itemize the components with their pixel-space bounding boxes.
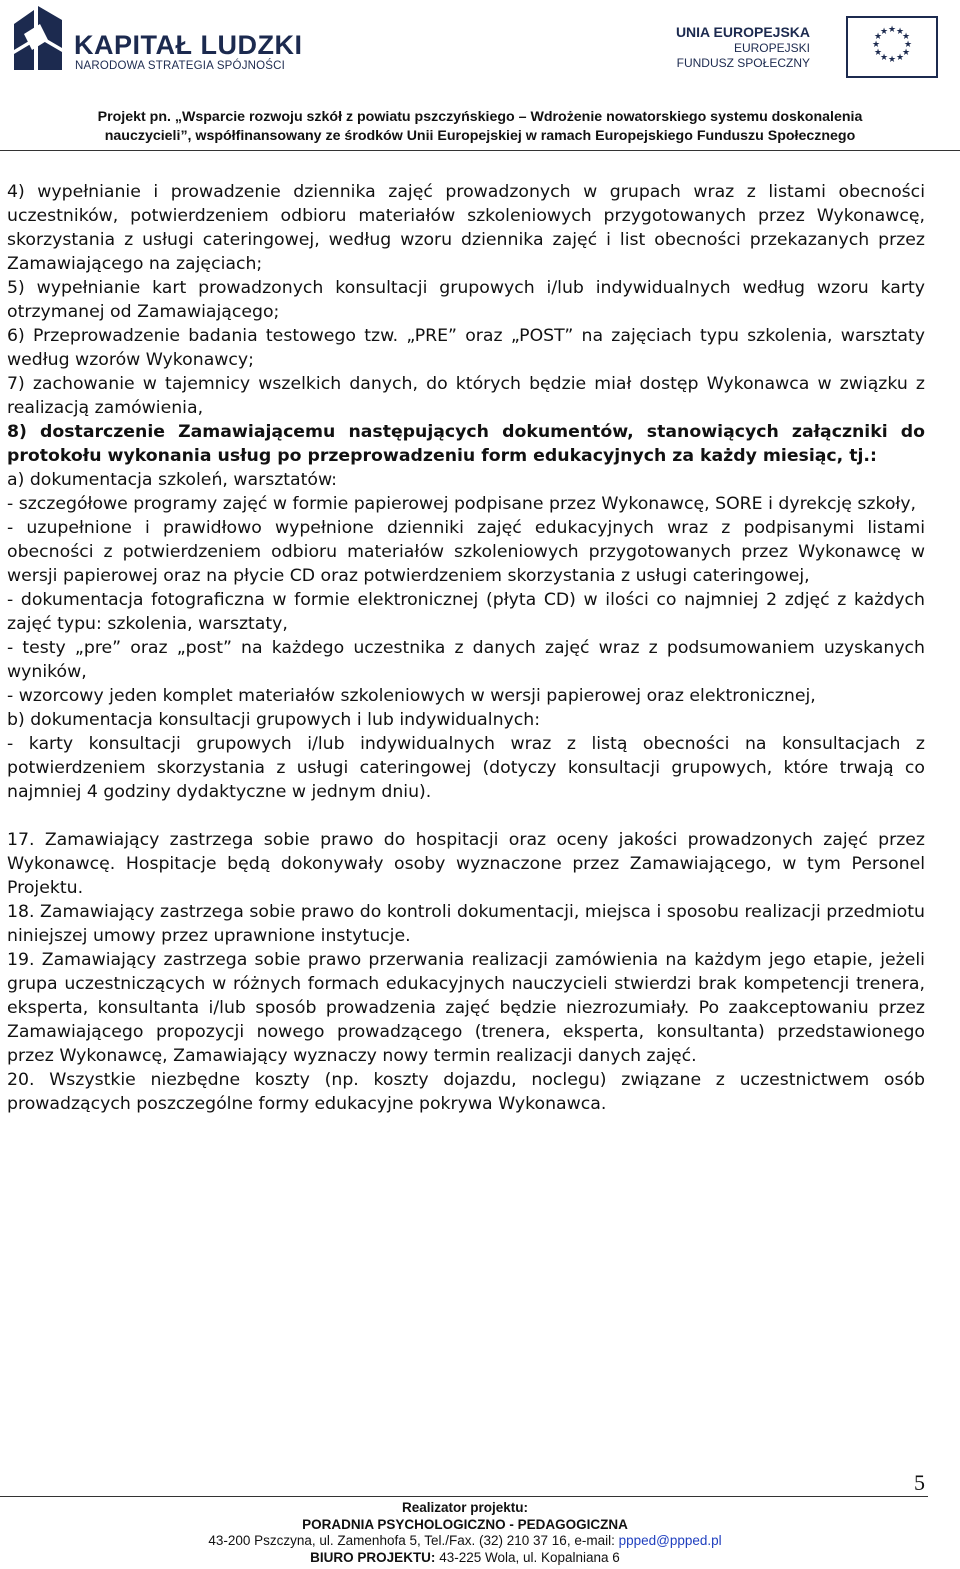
footer-address: 43-200 Pszczyna, ul. Zamenhofa 5, Tel./Fax. (32) 210 37 16, e-mail: <box>208 1533 619 1548</box>
svg-text:★: ★ <box>901 32 911 42</box>
paragraph-b-cards: - karty konsultacji grupowych i/lub indywidualnych wraz z listą obecności na konsultacjach z potwierdzeniem skorzystania z usługi cateringowej (dotyczy konsultacji grupowych, które trwają co najmniej 4 godziny dydaktyczne w jednym dniu). <box>7 734 925 802</box>
eu-line-2: EUROPEJSKI <box>733 41 810 55</box>
eu-line-1: UNIA EUROPEJSKA <box>675 24 810 40</box>
svg-text:★: ★ <box>873 48 883 58</box>
project-title-line-2: nauczycieli”, współfinansowany ze środków Unii Europejskiej w ramach Europejskiego Funduszu Społecznego <box>104 128 856 144</box>
project-title <box>7 108 953 146</box>
paragraph-item-4: 4) wypełnianie i prowadzenie dziennika zajęć prowadzonych w grupach wraz z listami obecności uczestników, potwierdzeniem odbioru materiałów szkoleniowych przygotowanych przez Wykonawcę, skorzystania z usługi cateringowej, według wzoru dziennika zajęć i list obecności przekazanych przez Zamawiającego na zajęciach; <box>7 182 925 274</box>
kapital-ludzki-emblem-icon <box>10 4 66 74</box>
page-footer <box>0 1500 930 1566</box>
svg-text:★: ★ <box>901 48 911 58</box>
document-body <box>7 180 925 1116</box>
kapital-ludzki-title: KAPITAŁ LUDZKI <box>74 30 303 60</box>
svg-text:★: ★ <box>903 40 913 50</box>
paragraph-section-b: b) dokumentacja konsultacji grupowych i lub indywidualnych: <box>7 710 541 730</box>
footer-office <box>0 1550 930 1567</box>
paragraph-a-programs: - szczegółowe programy zajęć w formie papierowej podpisane przez Wykonawcę, SORE i dyrekcję szkoły, <box>7 494 917 514</box>
svg-text:★: ★ <box>895 53 905 63</box>
paragraph-a-materials: - wzorcowy jeden komplet materiałów szkoleniowych w wersji papierowej oraz elektronicznej, <box>7 686 816 706</box>
eu-flag-icon <box>846 16 938 78</box>
paragraph-item-8: 8) dostarczenie Zamawiającemu następujących dokumentów, stanowiących załączniki do protokołu wykonania usług po przeprowadzeniu form edukacyjnych za każdy miesiąc, tj.: <box>7 422 925 466</box>
footer-realizator-label: Realizator projektu: <box>401 1500 529 1515</box>
svg-text:★: ★ <box>873 32 883 42</box>
paragraph-a-photos: - dokumentacja fotograficzna w formie elektronicznej (płyta CD) w ilości co najmniej 2 zdjęć z każdych zajęć typu: szkolenia, warsztaty, <box>7 590 925 634</box>
footer-organization: PORADNIA PSYCHOLOGICZNO - PEDAGOGICZNA <box>302 1516 628 1532</box>
footer-office-address: 43-225 Wola, ul. Kopalniana 6 <box>435 1549 620 1565</box>
kapital-ludzki-logo <box>10 4 310 79</box>
header-divider <box>0 150 960 151</box>
paragraph-18: 18. Zamawiający zastrzega sobie prawo do kontroli dokumentacji, miejsca i sposobu realizacji przedmiotu niniejszej umowy przez uprawnione instytucje. <box>7 902 925 946</box>
paragraph-a-tests: - testy „pre” oraz „post” na każdego uczestnika z danych zajęć wraz z podsumowaniem uzyskanych wyników, <box>7 638 925 682</box>
paragraph-section-a: a) dokumentacja szkoleń, warsztatów: <box>7 470 338 490</box>
paragraph-20: 20. Wszystkie niezbędne koszty (np. koszty dojazdu, noclegu) związane z uczestnictwem osób prowadzących poszczególne formy edukacyjne pokrywa Wykonawca. <box>7 1070 925 1114</box>
paragraph-17: 17. Zamawiający zastrzega sobie prawo do hospitacji oraz oceny jakości prowadzonych zajęć przez Wykonawcę. Hospitacje będą dokonywały osoby wyznaczone przez Zamawiającego, w tym Personel Projektu. <box>7 830 925 898</box>
eu-logo-text <box>676 24 810 71</box>
paragraph-item-5: 5) wypełnianie kart prowadzonych konsultacji grupowych i/lub indywidualnych według wzoru karty otrzymanej od Zamawiającego; <box>7 278 925 322</box>
svg-text:★: ★ <box>895 27 905 37</box>
svg-text:★: ★ <box>887 55 897 65</box>
kapital-ludzki-subtitle: NARODOWA STRATEGIA SPÓJNOŚCI <box>75 60 286 72</box>
paragraph-a-diaries: - uzupełnione i prawidłowo wypełnione dzienniki zajęć edukacyjnych wraz z podpisanymi listami obecności z potwierdzeniem odbioru materiałów szkoleniowych przygotowanych przez Wykonawcę w wersji papierowej oraz na płycie CD oraz potwierdzeniem skorzystania z usługi cateringowej, <box>7 518 925 586</box>
eu-logo <box>675 16 940 80</box>
footer-divider <box>0 1496 928 1497</box>
paragraph-item-7: 7) zachowanie w tajemnicy wszelkich danych, do których będzie miał dostęp Wykonawca w związku z realizacją zamówienia, <box>7 374 925 418</box>
project-title-line-1: Projekt pn. „Wsparcie rozwoju szkół z powiatu pszczyńskiego – Wdrożenie nowatorskiego systemu doskonalenia <box>97 109 863 125</box>
footer-email-link[interactable]: ppped@ppped.pl <box>618 1533 722 1548</box>
svg-text:★: ★ <box>879 53 889 63</box>
svg-text:★: ★ <box>871 40 881 50</box>
footer-office-label: BIURO PROJEKTU: <box>310 1549 436 1565</box>
page-header <box>0 0 960 152</box>
svg-text:★: ★ <box>887 25 897 35</box>
paragraph-item-6: 6) Przeprowadzenie badania testowego tzw. „PRE” oraz „POST” na zajęciach typu szkolenia, warsztaty według wzorów Wykonawcy; <box>7 326 925 370</box>
footer-contact <box>0 1533 930 1550</box>
eu-line-3: FUNDUSZ SPOŁECZNY <box>676 56 810 70</box>
paragraph-19: 19. Zamawiający zastrzega sobie prawo przerwania realizacji zamówienia na każdym jego etapie, jeżeli grupa uczestniczących w różnych formach edukacyjnych nauczycieli stwierdzi brak kompetencji trenera, eksperta, konsultanta i/lub sposób prowadzenia zajęć będzie niezrozumiały. Po zaakceptowaniu przez Zamawiającego propozycji nowego prowadzącego (trenera, eksperta, konsultanta) przedstawionego przez Wykonawcę, Zamawiający wyznaczy nowy termin realizacji danych zajęć. <box>7 950 925 1066</box>
page-number: 5 <box>914 1470 925 1495</box>
svg-text:★: ★ <box>879 27 889 37</box>
